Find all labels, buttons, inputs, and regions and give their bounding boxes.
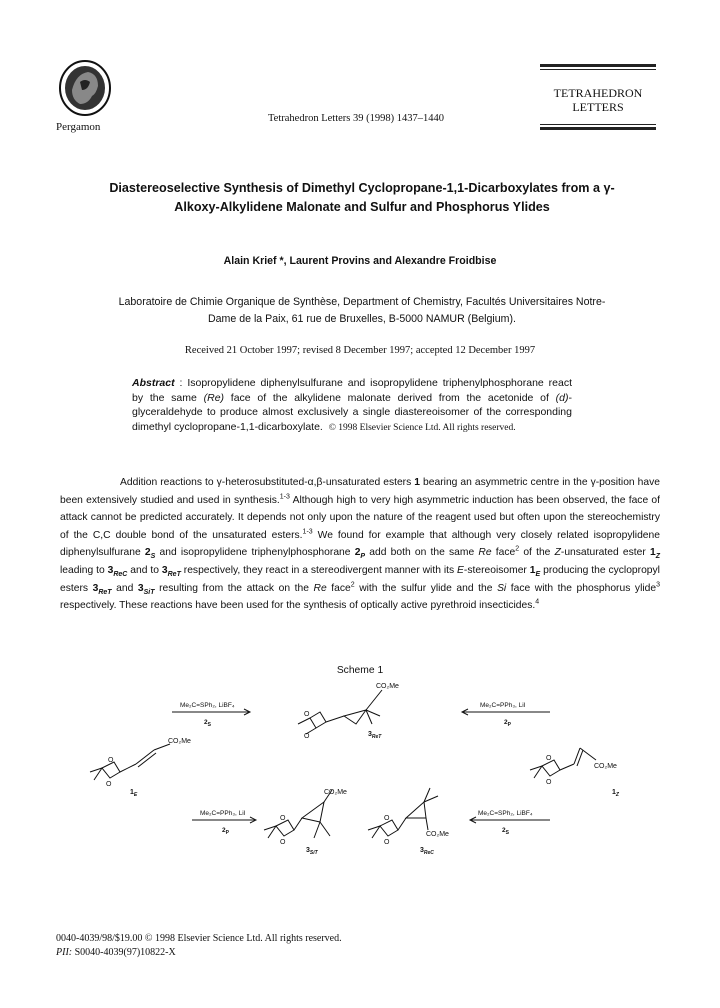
cyclopropane-3rec [406, 802, 426, 818]
svg-text:CO₂Me: CO₂Me [594, 763, 617, 770]
author-list: Alain Krief *, Laurent Provins and Alexandre Froidbise [223, 255, 497, 267]
reagent-s-top: Me₂C=SPh₂, LiBF₄ [180, 702, 235, 709]
svg-text:O: O [304, 733, 310, 740]
reagent-label-2p-top: $2_P$ [504, 719, 511, 728]
compound-3ret: $3_{ReT}$ [368, 731, 382, 740]
svg-text:O: O [546, 779, 552, 786]
compound-1z: $1_Z$ [612, 789, 619, 798]
reagent-label-2p-bottom: $2_P$ [222, 827, 229, 836]
svg-text:O: O [304, 711, 310, 718]
dioxolane-ring-top [310, 712, 326, 728]
cyclopropane-3sit [302, 802, 324, 822]
article-title: Diastereoselective Synthesis of Dimethyl Cyclopropane-1,1-Dicarboxylates from a γ- Alkoxy-Alkylidene Malonate and Sulfur and Phosphorus Ylides [109, 181, 615, 214]
masthead-rule-top [540, 64, 656, 67]
svg-text:O: O [546, 755, 552, 762]
journal-citation: Tetrahedron Letters 39 (1998) 1437–1440 [268, 113, 444, 124]
publisher-name: Pergamon [56, 121, 101, 133]
journal-masthead [540, 64, 656, 132]
compound-1e: $1_E$ [130, 789, 138, 798]
reagent-label-2s-bottom: $2_S$ [502, 827, 509, 836]
svg-text:CO₂Me: CO₂Me [426, 831, 449, 838]
compound-3rec: $3_{ReC}$ [420, 847, 434, 856]
masthead-rule-top-thin [540, 69, 656, 70]
reaction-scheme [80, 676, 660, 866]
journal-name: TETRAHEDRON LETTERS [553, 86, 643, 114]
svg-text:O: O [280, 815, 286, 822]
dioxolane-ring-1e [102, 762, 120, 778]
svg-text:CO₂Me: CO₂Me [168, 738, 191, 745]
received-dates: Received 21 October 1997; revised 8 December 1997; accepted 12 December 1997 [184, 345, 536, 356]
footer-copyright: 0040-4039/98/$19.00 © 1998 Elsevier Science Ltd. All rights reserved. [56, 933, 342, 944]
svg-text:CO₂Me: CO₂Me [376, 683, 399, 690]
reagent-label-2s-top: $2_S$ [204, 719, 211, 728]
dioxolane-ring-3rec [380, 820, 398, 836]
svg-text:O: O [384, 839, 390, 846]
body-paragraph: Addition reactions to γ-heterosubstituted-α,β-unsaturated esters 1 bearing an asymmetric centre in the γ-position have been extensively studied and used in synthesis.$^{1-3}$ Although high to very high asymmetric induction has been observed, the face of attack cannot be predicted accurately. It depends not only upon the nature of the reagent used but often upon the stereochemistry of the C,C double bond of the unsaturated esters.$^{1-3}$ We found for example that although very closely related isopropylidene diphenylsulfurane $2_S$ and isopropylidene triphenylphosphorane $2_P$ add both on the same Re face$^2$ of the Z-unsaturated ester $1_Z$ leading to $3_{ReC}$ and to $3_{ReT}$ respectively, they react in a stereodivergent manner with its E-stereoisomer $1_E$ producing the cyclopropyl esters $3_{ReT}$ and $3_{SiT}$ resulting from the attack on the Re face$^2$ with the sulfur ylide and the Si face with the phosphorus ylide$^3$ respectively. These reactions have been used for the synthesis of optically active pyrethroid insecticides.$^4$ [60, 477, 661, 612]
masthead-rule-bottom [540, 127, 656, 130]
reagent-p-top: Me₂C=PPh₃, LiI [480, 702, 526, 709]
cyclopropane-top [344, 710, 366, 724]
elsevier-logo-icon [58, 60, 112, 118]
page-footer [56, 932, 342, 960]
dioxolane-ring-1z [542, 760, 560, 776]
svg-text:O: O [384, 815, 390, 822]
svg-text:O: O [108, 757, 114, 764]
masthead-rule-bottom-thin [540, 124, 656, 125]
svg-text:CO₂Me: CO₂Me [324, 789, 347, 796]
scheme-title: Scheme 1 [336, 665, 384, 676]
reagent-p-bottom: Me₂C=PPh₃, LiI [200, 810, 246, 817]
abstract-label: Abstract [132, 377, 175, 389]
svg-text:O: O [280, 839, 286, 846]
affiliation: Laboratoire de Chimie Organique de Synthèse, Department of Chemistry, Facultés Universitaires Notre- Dame de la Paix, 61 rue de Bruxelles, B-5000 NAMUR (Belgium). [118, 296, 606, 325]
svg-text:O: O [106, 781, 112, 788]
compound-3sit: $3_{SiT}$ [306, 847, 318, 856]
reagent-s-bottom: Me₂C=SPh₂, LiBF₄ [478, 810, 533, 817]
abstract-copyright: © 1998 Elsevier Science Ltd. All rights reserved. [328, 422, 516, 433]
abstract: Abstract : Isopropylidene diphenylsulfurane and isopropylidene triphenylphosphorane react by the same (Re) face of the alkylidene malonate derived from the acetonide of (d)-glyceraldehyde to produce almost exclusively a single diastereoisomer of the corresponding dimethyl cyclopropane-1,1-dicarboxylate. © 1998 Elsevier Science Ltd. All rights reserved. [132, 377, 572, 433]
dioxolane-ring-3sit [276, 820, 294, 836]
footer-pii: PII: S0040-4039(97)10822-X [56, 947, 176, 958]
